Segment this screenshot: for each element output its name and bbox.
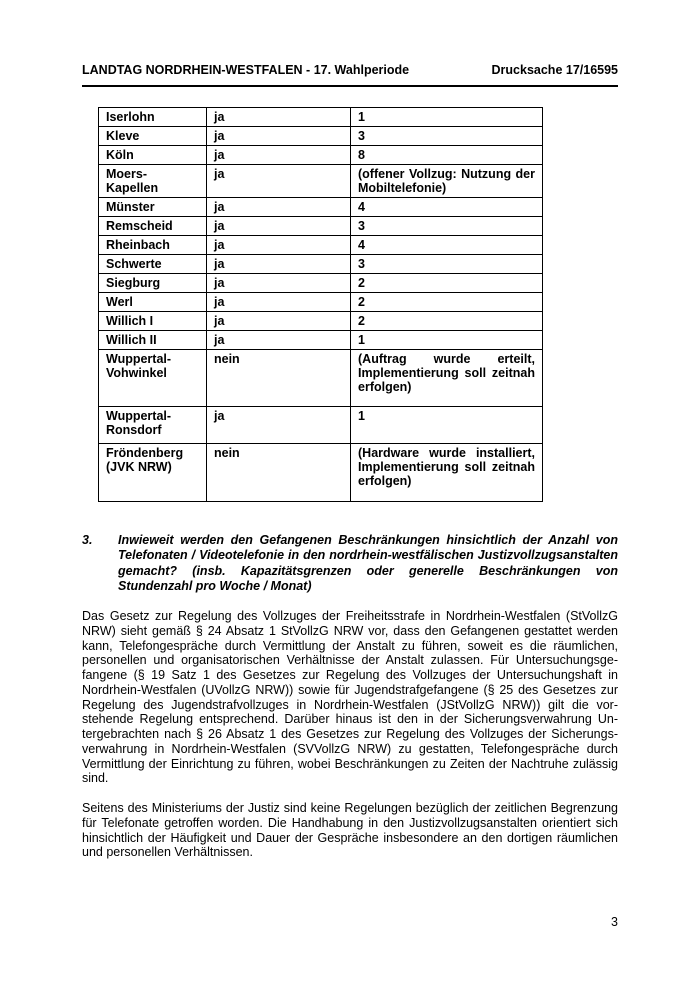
detail-cell: 1 xyxy=(351,108,543,127)
answer-cell: ja xyxy=(207,198,351,217)
paragraph-ministry-statement: Seitens des Ministeriums der Justiz sind keine Regelungen bezüglich der zeitlichen Begrenzung für Telefonate getroffen worden. Die Handhabung in den Justizvollzugsanstalten orientiert sich hinsichtlich der Häufigkeit und Dauer der Gespräche insbesondere an den dortigen räumlichen und personellen Verhältnissen. xyxy=(82,801,618,860)
detail-cell: 2 xyxy=(351,274,543,293)
answer-cell: ja xyxy=(207,255,351,274)
facility-cell: Wuppertal-Ronsdorf xyxy=(99,407,207,444)
detail-cell: 4 xyxy=(351,198,543,217)
table-row xyxy=(99,255,543,274)
answer-cell: ja xyxy=(207,331,351,350)
answer-cell: ja xyxy=(207,407,351,444)
header-parliament-title: LANDTAG NORDRHEIN-WESTFALEN - 17. Wahlperiode xyxy=(82,63,410,77)
facility-cell: Siegburg xyxy=(99,274,207,293)
detail-cell: (Auftrag wurde erteilt, Implementierung soll zeitnah erfolgen) xyxy=(351,350,543,407)
detail-cell: 3 xyxy=(351,127,543,146)
facility-cell: Köln xyxy=(99,146,207,165)
answer-cell: ja xyxy=(207,274,351,293)
table-row xyxy=(99,407,543,444)
table-row xyxy=(99,236,543,255)
answer-cell: ja xyxy=(207,312,351,331)
answer-cell: ja xyxy=(207,146,351,165)
answer-cell: ja xyxy=(207,108,351,127)
facility-cell: Willich II xyxy=(99,331,207,350)
facility-cell: Willich I xyxy=(99,312,207,331)
facility-cell: Kleve xyxy=(99,127,207,146)
table-row xyxy=(99,146,543,165)
answer-cell: ja xyxy=(207,165,351,198)
question-text: Inwieweit werden den Gefangenen Beschränkungen hinsichtlich der Anzahl von Telefonaten / Videotelefonie in den nordrhein-westfälischen Justizvollzugsanstalten gemacht? (insb. Kapazitätsgrenzen oder generelle Beschränkungen von Stundenzahl pro Woche / Monat) xyxy=(118,533,618,593)
table-row xyxy=(99,108,543,127)
facilities-table xyxy=(98,107,543,502)
table-row xyxy=(99,165,543,198)
facility-cell: Fröndenberg (JVK NRW) xyxy=(99,444,207,502)
facility-cell: Rheinbach xyxy=(99,236,207,255)
page-header xyxy=(82,64,618,87)
table-row xyxy=(99,312,543,331)
detail-cell: 3 xyxy=(351,217,543,236)
detail-cell: 1 xyxy=(351,407,543,444)
table-row xyxy=(99,127,543,146)
facility-cell: Moers-Kapellen xyxy=(99,165,207,198)
table-row xyxy=(99,444,543,502)
facility-cell: Iserlohn xyxy=(99,108,207,127)
detail-cell: 2 xyxy=(351,312,543,331)
paragraph-legal-basis: Das Gesetz zur Regelung des Vollzuges der Freiheitsstrafe in Nordrhein-Westfalen (StVollzG NRW) sieht gemäß § 24 Absatz 1 StVollzG NRW vor, dass den Gefangenen gestattet werden kann, Telefongespräche durch Vermittlung der Anstalt zu führen, soweit es die räumlichen, personellen und organisatorischen Verhältnisse der Anstalt zulassen. Für Untersuchungsgefangene (§ 19 Satz 1 des Gesetzes zur Regelung des Vollzuges der Untersuchungshaft in Nordrhein-Westfalen (UVollzG NRW)) sowie für Jugendstrafgefangene (§ 25 des Gesetzes zur Regelung des Jugendstrafvollzuges in Nordrhein-Westfalen (JStVollzG NRW)) gilt die vorstehende Regelung entsprechend. Darüber hinaus ist den in der Sicherungsverwahrung Untergebrachten nach § 26 Absatz 1 des Gesetzes zur Regelung des Vollzuges der Sicherungsverwahrung in Nordrhein-Westfalen (SVVollzG NRW) zu gestatten, Telefongespräche durch Vermittlung der Einrichtung zu führen, wobei Beschränkungen zu Zeiten der Nachtruhe zulässig sind. xyxy=(82,609,618,786)
table-row xyxy=(99,293,543,312)
answer-cell: ja xyxy=(207,217,351,236)
answer-cell: ja xyxy=(207,293,351,312)
answer-cell: ja xyxy=(207,127,351,146)
answer-cell: nein xyxy=(207,444,351,502)
facility-cell: Remscheid xyxy=(99,217,207,236)
facility-cell: Wuppertal-Vohwinkel xyxy=(99,350,207,407)
question-block xyxy=(82,533,618,594)
header-document-number: Drucksache 17/16595 xyxy=(491,63,618,77)
table-row xyxy=(99,217,543,236)
page-content xyxy=(82,0,618,860)
question-number: 3. xyxy=(82,533,93,547)
table-row xyxy=(99,198,543,217)
detail-cell: 2 xyxy=(351,293,543,312)
detail-cell: 1 xyxy=(351,331,543,350)
detail-cell: (offener Vollzug: Nutzung der Mobiltelefonie) xyxy=(351,165,543,198)
detail-cell: 8 xyxy=(351,146,543,165)
facility-cell: Münster xyxy=(99,198,207,217)
detail-cell: 4 xyxy=(351,236,543,255)
facility-cell: Schwerte xyxy=(99,255,207,274)
detail-cell: (Hardware wurde installiert, Implementierung soll zeitnah erfolgen) xyxy=(351,444,543,502)
answer-cell: ja xyxy=(207,236,351,255)
detail-cell: 3 xyxy=(351,255,543,274)
answer-cell: nein xyxy=(207,350,351,407)
page-number: 3 xyxy=(611,915,618,929)
table-row xyxy=(99,350,543,407)
table-row xyxy=(99,274,543,293)
facility-cell: Werl xyxy=(99,293,207,312)
table-row xyxy=(99,331,543,350)
